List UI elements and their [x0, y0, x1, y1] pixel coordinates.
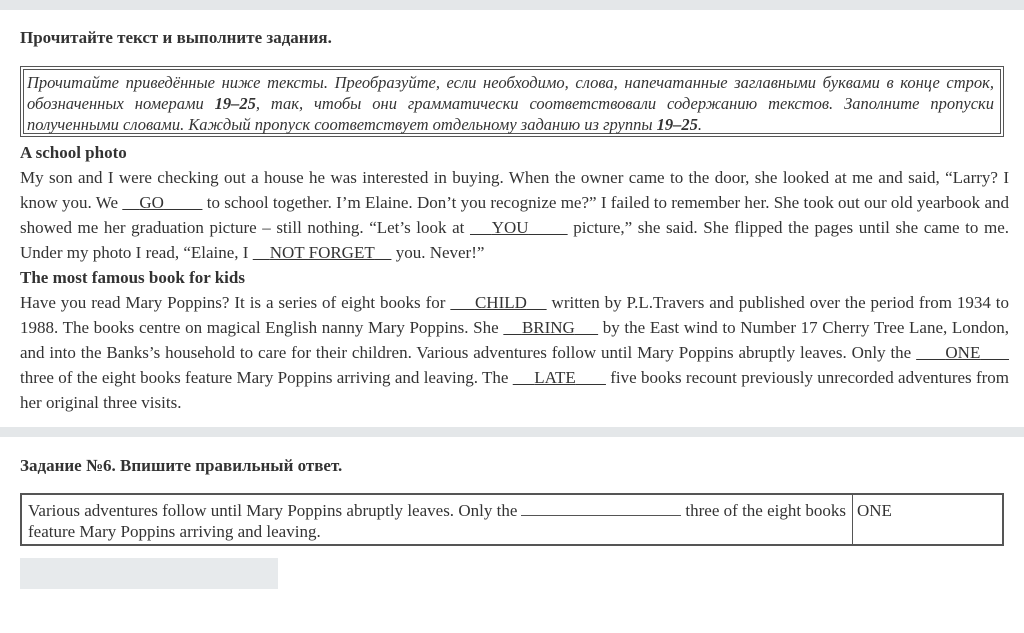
- task-source-word: ONE: [857, 501, 892, 520]
- task-table: [20, 493, 1004, 546]
- instructions-text: Прочитайте приведённые ниже тексты. Преобразуйте, если необходимо, слова, напечатанные заглавными буквами в конце строк, обозначенных номерами 19–25, так, чтобы они грамматически соответствовали содержанию текстов. Заполните пропуски полученными словами. Каждый пропуск соответствует отдельному заданию из группы 19–25.: [23, 69, 1001, 134]
- text2-paragraph: Have you read Mary Poppins? It is a series of eight books for CHILD written by P.L.Travers and published over the period from 1934 to 1988. The books centre on magical English nanny Mary Poppins. She BRING by the East wind to Number 17 Cherry Tree Lane, London, and into the Banks’s household to care for their children. Various adventures follow until Mary Poppins abruptly leaves. Only the ONE three of the eight books feature Mary Poppins arriving and leaving. The LATE five books recount previously unrecorded adventures from her original three visits.: [20, 293, 1010, 412]
- gap-one: ONE: [945, 343, 981, 362]
- task-question: Various adventures follow until Mary Poppins abruptly leaves. Only the three of the eight books feature Mary Poppins arriving and leaving.: [22, 495, 853, 544]
- gap-bring: BRING: [521, 318, 575, 337]
- instructions-box: [20, 66, 1004, 137]
- gap-you: YOU: [491, 218, 529, 237]
- reading-text: [20, 140, 1009, 415]
- section-divider: [0, 427, 1024, 437]
- text1-paragraph: My son and I were checking out a house he was interested in buying. When the owner came to the door, she looked at me and said, “Larry? I know you. We GO to school together. I’m Elaine. Don’t you recognize me?” I failed to remember her. She took out our old yearbook and showed me her graduation picture – still nothing. “Let’s look at YOU picture,” she said. She flipped the pages until she came to me. Under my photo I read, “Elaine, I NOT FORGET you. Never!”: [20, 168, 1010, 262]
- gap-go: GO: [139, 193, 164, 212]
- text2-title: The most famous book for kids: [20, 268, 245, 287]
- top-divider: [0, 0, 1024, 10]
- gap-child: CHILD: [474, 293, 527, 312]
- task-heading: Задание №6. Впишите правильный ответ.: [20, 456, 343, 475]
- answer-input[interactable]: [20, 558, 278, 589]
- answer-blank: [521, 501, 681, 516]
- read-heading: Прочитайте текст и выполните задания.: [20, 28, 332, 47]
- gap-not-forget: NOT FORGET: [269, 243, 375, 262]
- gap-late: LATE: [534, 368, 576, 387]
- text1-title: A school photo: [20, 143, 127, 162]
